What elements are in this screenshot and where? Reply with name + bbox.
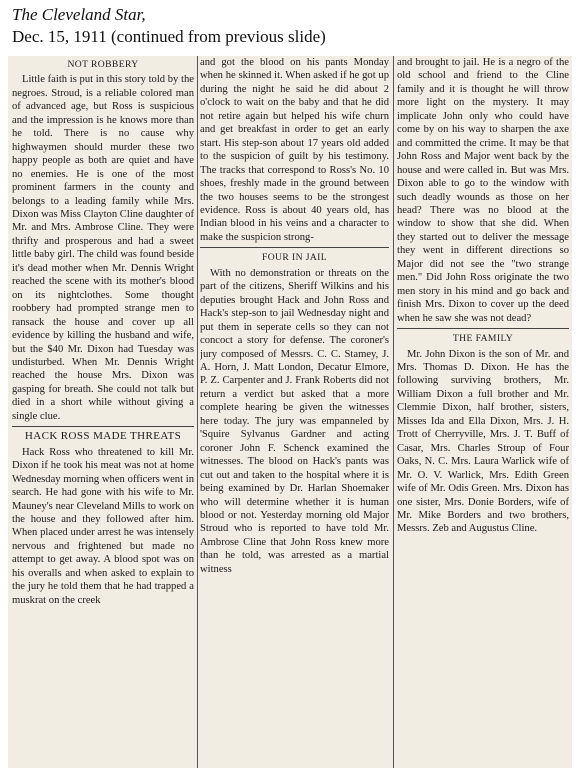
divider — [397, 328, 569, 329]
column-1 — [12, 56, 194, 768]
divider — [12, 426, 194, 427]
divider — [200, 247, 389, 248]
paragraph: Hack Ross who threatened to kill Mr. Dixon if he took his meat was not at home Wednesday morning when officers went in search. He had gone with his wife to Mr. Mauney's near Cleveland Mills to work on the house and they followed after him. When placed under arrest he was intensely nervous and frightened but made no attempt to get away. A blood spot was on his overalls and when asked to explain to the jury he told them that he had trapped a muskrat on the creek — [12, 446, 194, 606]
column-2 — [200, 56, 389, 768]
section-heading-hack-ross: HACK ROSS MADE THREATS — [24, 430, 182, 443]
paragraph: and got the blood on his pants Monday when he skinned it. When asked if he got up during the night he said he did about 2 o'clock to wait on the baby and that he did not retire again but helped his wife churn and get breakfast in order to get an early start. His step-son about 17 years old added to the suspicion of guilt by his testimony. The tracks that correspond to Ross's No. 10 shoes, freshly made in the ground between the two houses seems to be the strongest evidence. Ross is about 40 years old, has Indian blood in his veins and a character to make the suspicion strong- — [200, 57, 389, 243]
column-3 — [397, 56, 569, 768]
newspaper-clipping — [8, 56, 572, 768]
paragraph: Little faith is put in this story told by the negroes. Stroud, is a reliable colored man of advanced age, but Ross is suspicious and the impression is he knows more than he told. There is no cause why highwaymen should murder these two happy people as both are quiet and have no enemies. He is one of the most prominent farmers in the county and belongs to a leading family while Mrs. Dixon was Miss Clayton Cline daughter of Mr. and Mrs. Ambrose Cline. They were thrifty and prosperous and had a sweet little baby girl. The child was found beside it's dead mother when Mr. Dennis Wright reached the scene with its mother's blood on its nightclothes. Some thought roobbery had prompted strange men to ransack the house and cover up all evidence by killing the husband and wife, but the $40 Mr. Dixon had Tuesday was undisturbed. When Mr. Dennis Wright reached the house Mrs. Dixon was gasping for breath. She could not talk but died in a short while without giving a single clue. — [12, 74, 194, 422]
article-date: Dec. 15, 1911 (continued from previous slide) — [12, 27, 326, 46]
paragraph: Mr. John Dixon is the son of Mr. and Mrs. Thomas D. Dixon. He has the following surviving brothers, Mr. William Dixon a full brother and Mr. Clemmie Dixon, half brother, sisters, Misses Ida and Ella Dixon, Mrs. J. H. Trott of Cherryville, Mrs. J. T. Buff of Casar, Mrs. Charles Stroup of Four Oaks, N. C. Mrs. Laura Warlick wife of Mr. O. V. Warlick, Mrs. Edith Green wife of Mr. Odis Green. Mrs. Dixon has one sister, Mrs. Donie Borders, wife of Mr. Mike Borders and two brothers, Messrs. Zeb and Augustus Cline. — [397, 348, 569, 535]
paragraph: and brought to jail. He is a negro of the old school and friend to the Cline family and it is thought he will throw more light on the mystery. It may implicate John only who could have come by on his way to sharpen the axe and committed the crime. It may be that John Ross and Major went back by the house and were called in. But was Mrs. Dixon able to go to the window with such deadly wounds as those on her head? There was no blood at the window to show that she did. When they started out to deliver the message they went in different directions so Major did not see the "two strange men." Did John Ross originate the two men story in his mind and go back and finish Mrs. Dixon to cover up the deed when he saw she was not dead? — [397, 57, 569, 324]
section-heading-four-in-jail: FOUR IN JAIL — [261, 252, 328, 264]
slide-heading — [12, 4, 326, 48]
newspaper-name: The Cleveland Star, — [12, 5, 146, 24]
section-heading-the-family: THE FAMILY — [452, 333, 514, 345]
paragraph: With no demonstration or threats on the part of the citizens, Sheriff Wilkins and his deputies brought Hack and John Ross and Hack's step-son to jail Wednesday night and put them in seperate cells so they can not concoct a story for defense. The coroner's jury composed of Messrs. C. C. Stamey, J. A. Horn, J. Matt London, Decatur Elmore, P. Z. Carpenter and J. Frank Roberts did not return a verdict but asked that a more complete hearing be given the witnesses here today. The jury was empanneled by 'Squire Sylvanus Gardner and acting coroner John F. Schenck examined the witnesses. The blood on Hack's pants was cut out and taken to the hospital where it is being examined by Dr. Harlan Shoemaker who will determine whether it is human blood or not. Yesterday morning old Major Stroud who is reported to have told Mr. Ambrose Cline that John Ross knew more than he told, was arrested as a martial witness — [200, 267, 389, 575]
column-divider — [393, 56, 394, 768]
column-divider — [197, 56, 198, 768]
section-heading-not-robbery: NOT ROBBERY — [67, 59, 139, 70]
